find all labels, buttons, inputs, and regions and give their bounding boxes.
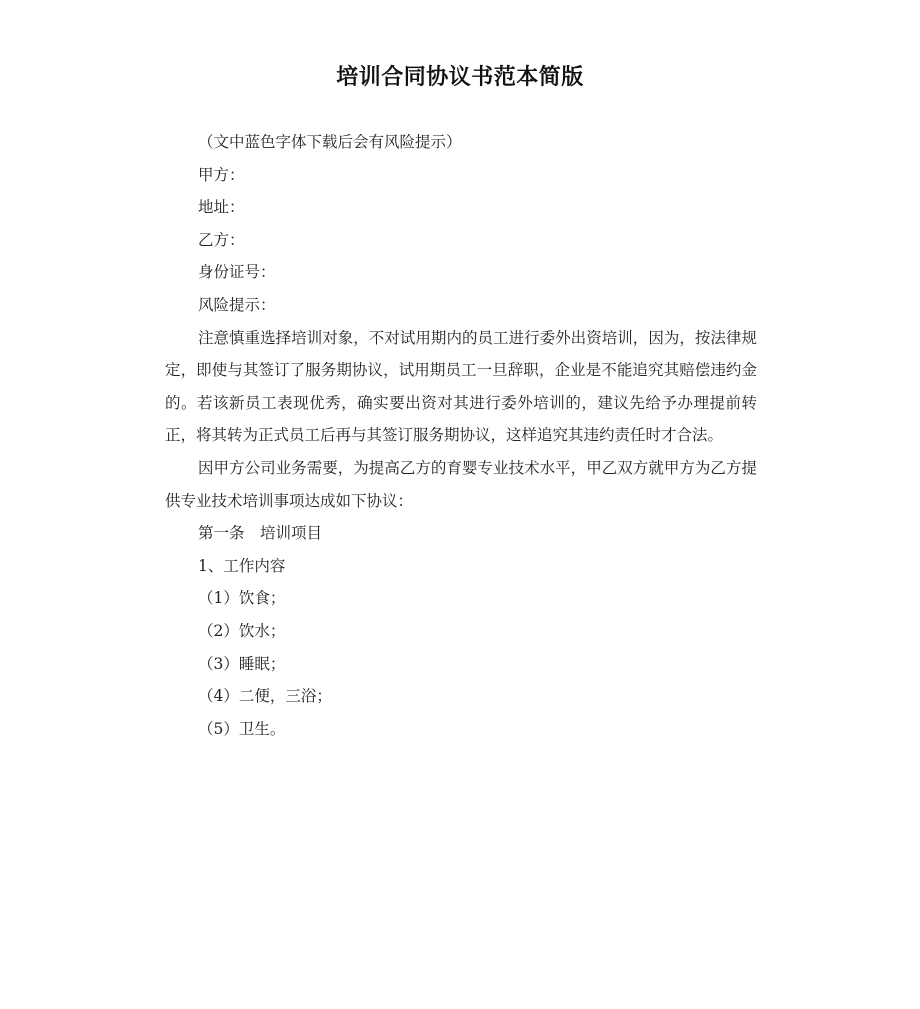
risk-label: 风险提示：	[198, 295, 276, 314]
article-1-heading: 第一条 培训项目	[198, 524, 323, 543]
document-title: 培训合同协议书范本简版	[336, 65, 584, 90]
list-item: （3）睡眠；	[198, 654, 286, 673]
section-1-heading: 1、工作内容	[198, 556, 286, 575]
id-number-line: 身份证号：	[198, 263, 276, 282]
note-line: （文中蓝色字体下载后会有风险提示）	[198, 133, 462, 151]
list-item: （1）饮食；	[198, 589, 286, 608]
list-item: （2）饮水；	[198, 621, 286, 640]
address-line: 地址：	[198, 198, 245, 217]
party-a-line: 甲方：	[198, 165, 245, 184]
list-item: （5）卫生。	[198, 719, 286, 738]
intro-paragraph: 因甲方公司业务需要，为提高乙方的育婴专业技术水平，甲乙双方就甲方为乙方提供专业技术培训事项达成如下协议：	[165, 458, 757, 510]
risk-paragraph: 注意慎重选择培训对象，不对试用期内的员工进行委外出资培训，因为，按法律规定，即使与其签订了服务期协议，试用期员工一旦辞职，企业是不能追究其赔偿违约金的。若该新员工表现优秀，确实要出资对其进行委外培训的，建议先给予办理提前转正，将其转为正式员工后再与其签订服务期协议，这样追究其违约责任时才合法。	[165, 328, 757, 445]
document-body	[165, 126, 757, 745]
list-item: （4）二便，三浴；	[198, 687, 332, 706]
party-b-line: 乙方：	[198, 230, 245, 249]
